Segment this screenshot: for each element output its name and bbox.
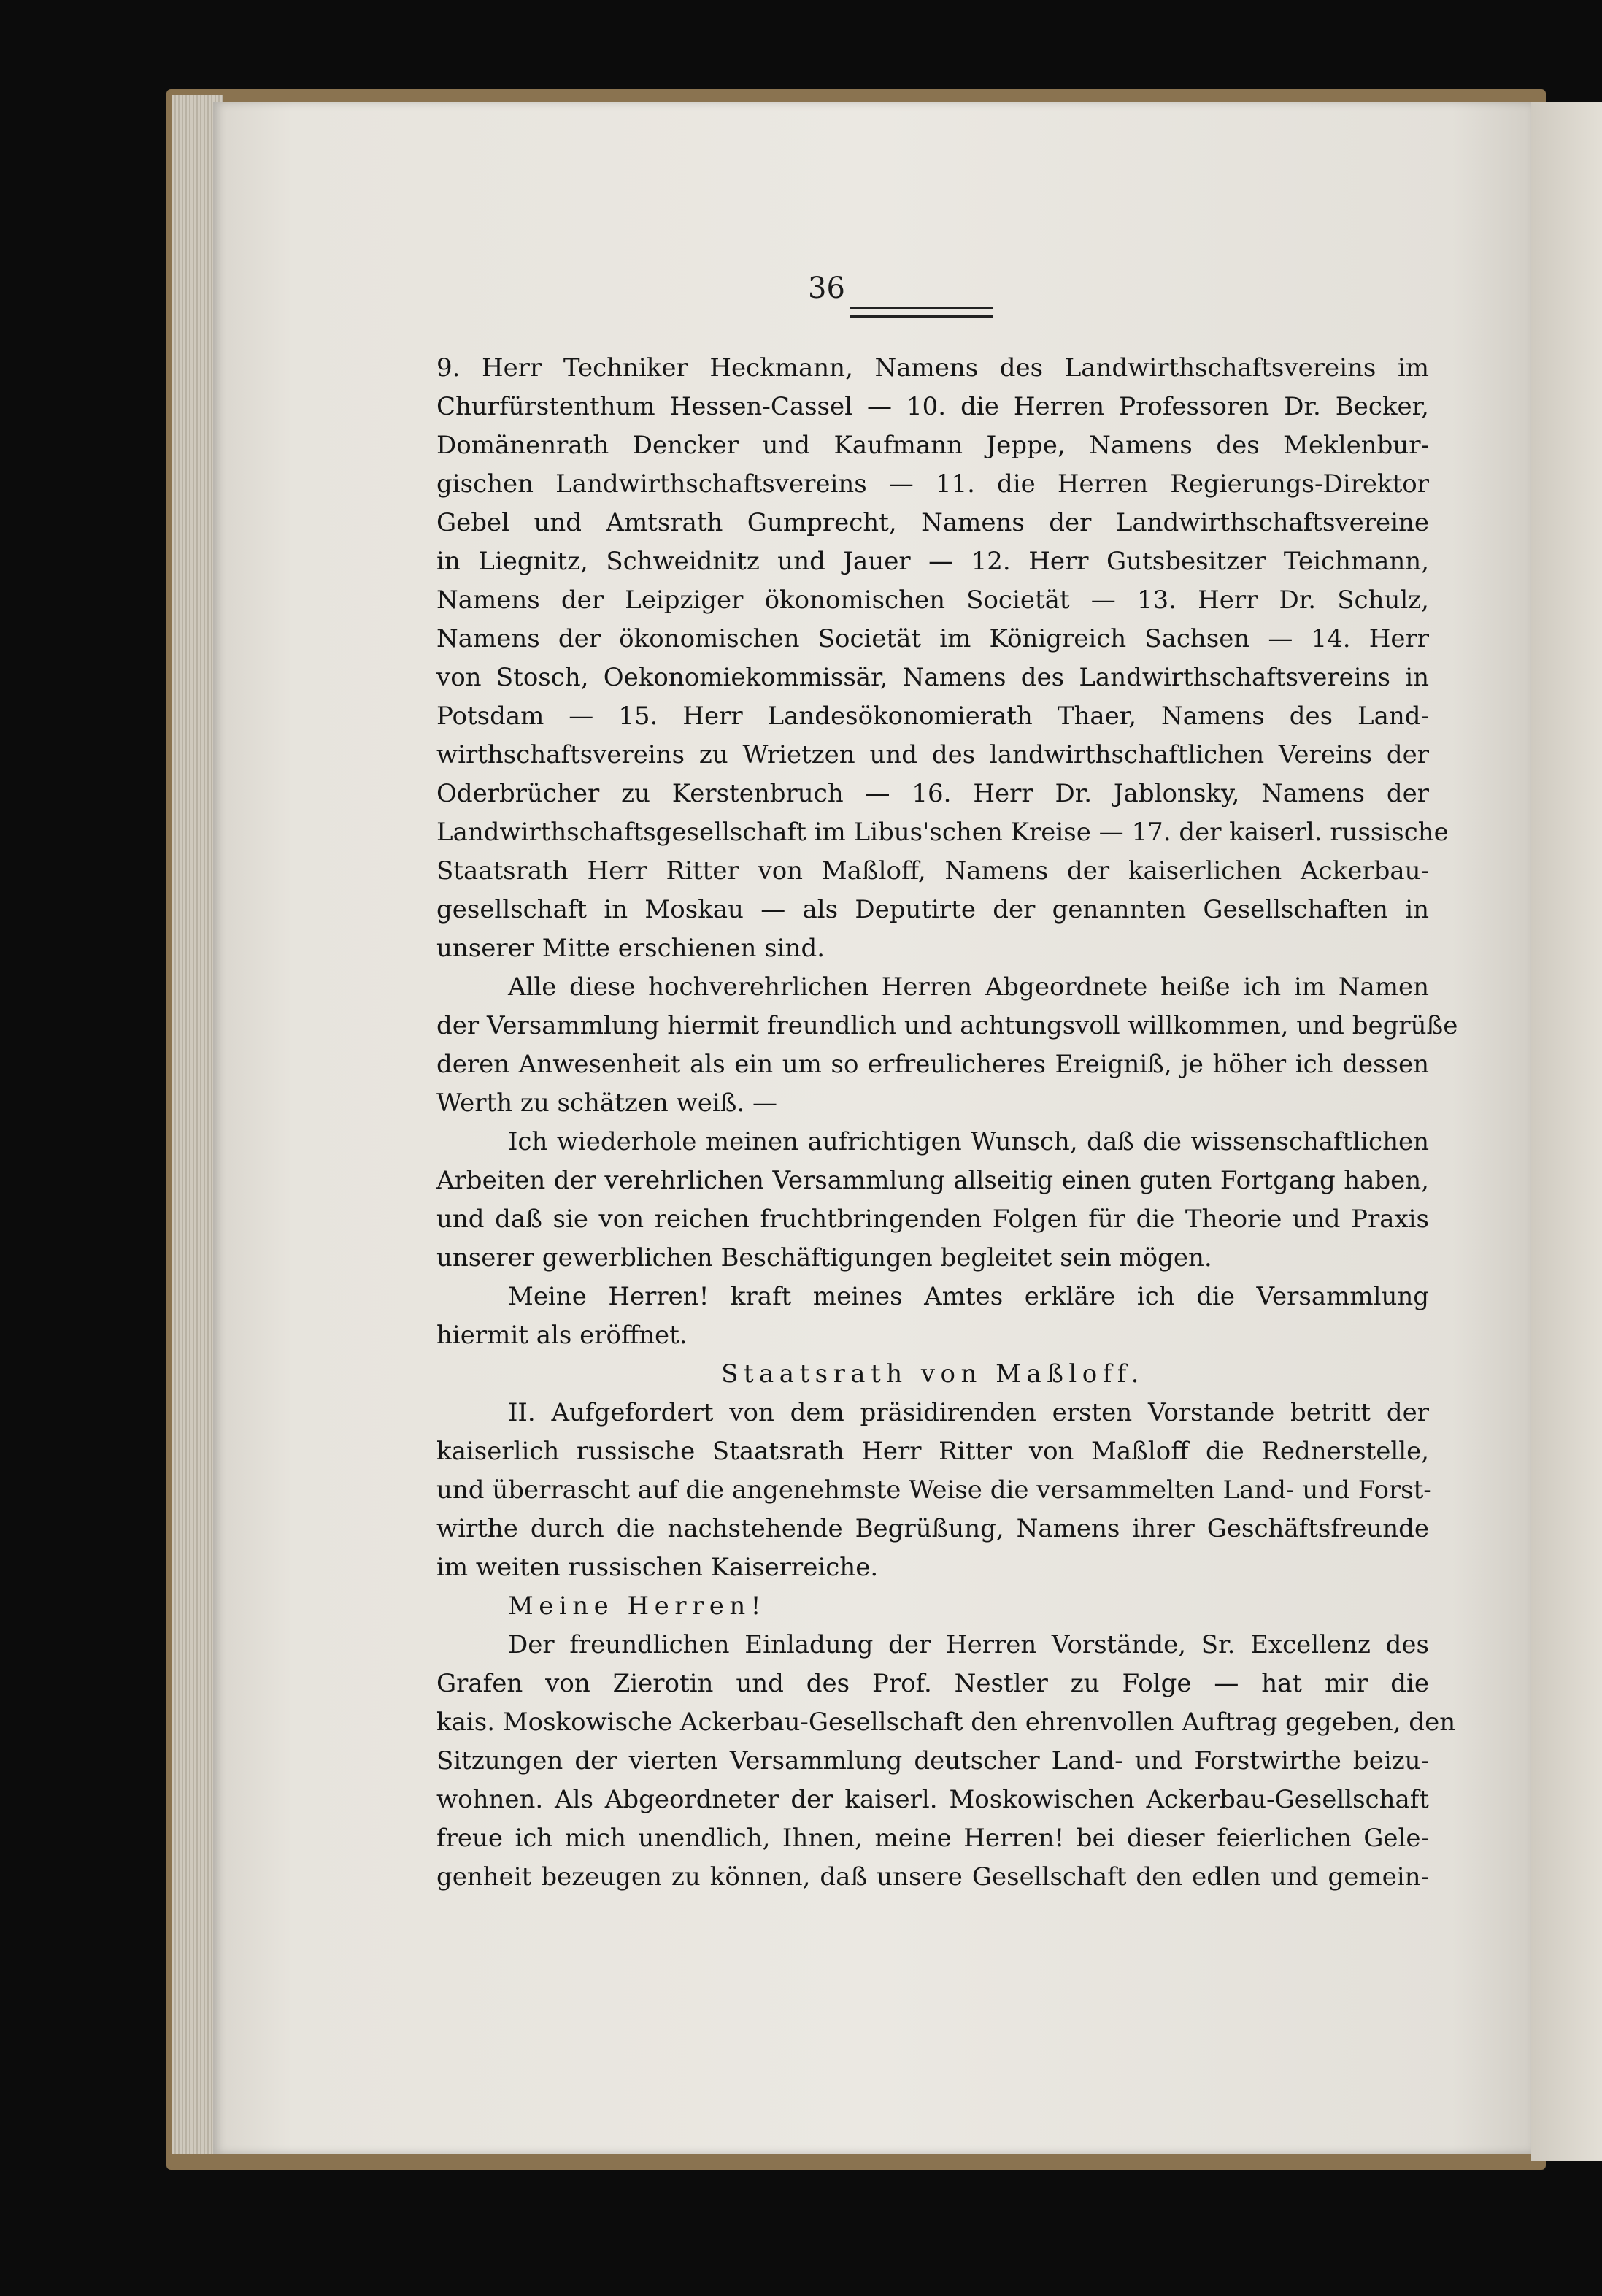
text-line: kaiserlich russische Staatsrath Herr Ritter von Maßloff die Rednerstelle, xyxy=(436,1437,1429,1466)
text-line: Staatsrath Herr Ritter von Maßloff, Namens der kaiserlichen Ackerbau- xyxy=(436,856,1429,886)
text-line: gischen Landwirthschaftsvereins — 11. die Herren Regierungs-Direktor xyxy=(436,469,1429,499)
facing-page-edge xyxy=(1531,102,1602,2161)
text-line: im weiten russischen Kaiserreiche. xyxy=(436,1553,879,1582)
text-line: Gebel und Amtsrath Gumprecht, Namens der Landwirthschaftsvereine xyxy=(436,508,1429,537)
text-line: Der freundlichen Einladung der Herren Vorstände, Sr. Excellenz des xyxy=(508,1630,1429,1659)
text-line: hiermit als eröffnet. xyxy=(436,1321,688,1350)
text-line: Potsdam — 15. Herr Landesökonomierath Thaer, Namens des Land- xyxy=(436,702,1429,731)
text-line: wirthe durch die nachstehende Begrüßung, Namens ihrer Geschäftsfreunde xyxy=(436,1514,1429,1543)
text-line: freue ich mich unendlich, Ihnen, meine Herren! bei dieser feierlichen Gele- xyxy=(436,1824,1429,1853)
text-line: unserer Mitte erschienen sind. xyxy=(436,934,825,963)
page-number: 36 xyxy=(808,272,845,305)
text-line: unserer gewerblichen Beschäftigungen begleitet sein mögen. xyxy=(436,1243,1212,1272)
text-line: Sitzungen der vierten Versammlung deutscher Land- und Forstwirthe beizu- xyxy=(436,1746,1429,1775)
text-line: und überrascht auf die angenehmste Weise die versammelten Land- und Forst- xyxy=(436,1475,1432,1505)
text-line: wohnen. Als Abgeordneter der kaiserl. Moskowischen Ackerbau-Gesellschaft xyxy=(436,1785,1429,1814)
text-line: 9. Herr Techniker Heckmann, Namens des Landwirthschaftsvereins im xyxy=(436,353,1429,383)
text-line: Domänenrath Dencker und Kaufmann Jeppe, Namens des Meklenbur- xyxy=(436,431,1429,460)
text-line: Grafen von Zierotin und des Prof. Nestler zu Folge — hat mir die xyxy=(436,1669,1429,1698)
body-text xyxy=(436,349,1458,1897)
text-line: Arbeiten der verehrlichen Versammlung allseitig einen guten Fortgang haben, xyxy=(436,1166,1429,1195)
text-line: Oderbrücher zu Kerstenbruch — 16. Herr Dr. Jablonsky, Namens der xyxy=(436,779,1429,808)
text-line: deren Anwesenheit als ein um so erfreulicheres Ereigniß, je höher ich dessen xyxy=(436,1050,1429,1079)
text-line: Namens der Leipziger ökonomischen Societät — 13. Herr Dr. Schulz, xyxy=(436,585,1429,615)
text-line: genheit bezeugen zu können, daß unsere Gesellschaft den edlen und gemein- xyxy=(436,1862,1429,1892)
text-line: Churfürstenthum Hessen-Cassel — 10. die Herren Professoren Dr. Becker, xyxy=(436,392,1429,421)
text-line: und daß sie von reichen fruchtbringenden Folgen für die Theorie und Praxis xyxy=(436,1205,1429,1234)
text-line: wirthschaftsvereins zu Wrietzen und des landwirthschaftlichen Vereins der xyxy=(436,740,1429,769)
text-line: Meine Herren! kraft meines Amtes erkläre ich die Versammlung xyxy=(508,1282,1429,1311)
text-line: II. Aufgefordert von dem präsidirenden ersten Vorstande betritt der xyxy=(508,1398,1429,1427)
text-line: Landwirthschaftsgesellschaft im Libus'schen Kreise — 17. der kaiserl. russische xyxy=(436,818,1449,847)
text-line: Namens der ökonomischen Societät im Königreich Sachsen — 14. Herr xyxy=(436,624,1429,653)
signature-line: Staatsrath von Maßloff. xyxy=(721,1359,1144,1389)
text-line: der Versammlung hiermit freundlich und achtungsvoll willkommen, und begrüße xyxy=(436,1011,1458,1040)
text-line: Ich wiederhole meinen aufrichtigen Wunsch, daß die wissenschaftlichen xyxy=(508,1127,1429,1156)
text-line: Alle diese hochverehrlichen Herren Abgeordnete heiße ich im Namen xyxy=(508,972,1429,1002)
text-line: gesellschaft in Moskau — als Deputirte der genannten Gesellschaften in xyxy=(436,895,1429,924)
page-number-rule xyxy=(850,307,993,318)
text-line: von Stosch, Oekonomiekommissär, Namens des Landwirthschaftsvereins in xyxy=(436,663,1429,692)
text-line: Werth zu schätzen weiß. — xyxy=(436,1089,778,1118)
text-line: kais. Moskowische Ackerbau-Gesellschaft den ehrenvollen Auftrag gegeben, den xyxy=(436,1708,1456,1737)
salutation-line: Meine Herren! xyxy=(508,1592,766,1621)
text-line: in Liegnitz, Schweidnitz und Jauer — 12. Herr Gutsbesitzer Teichmann, xyxy=(436,547,1429,576)
